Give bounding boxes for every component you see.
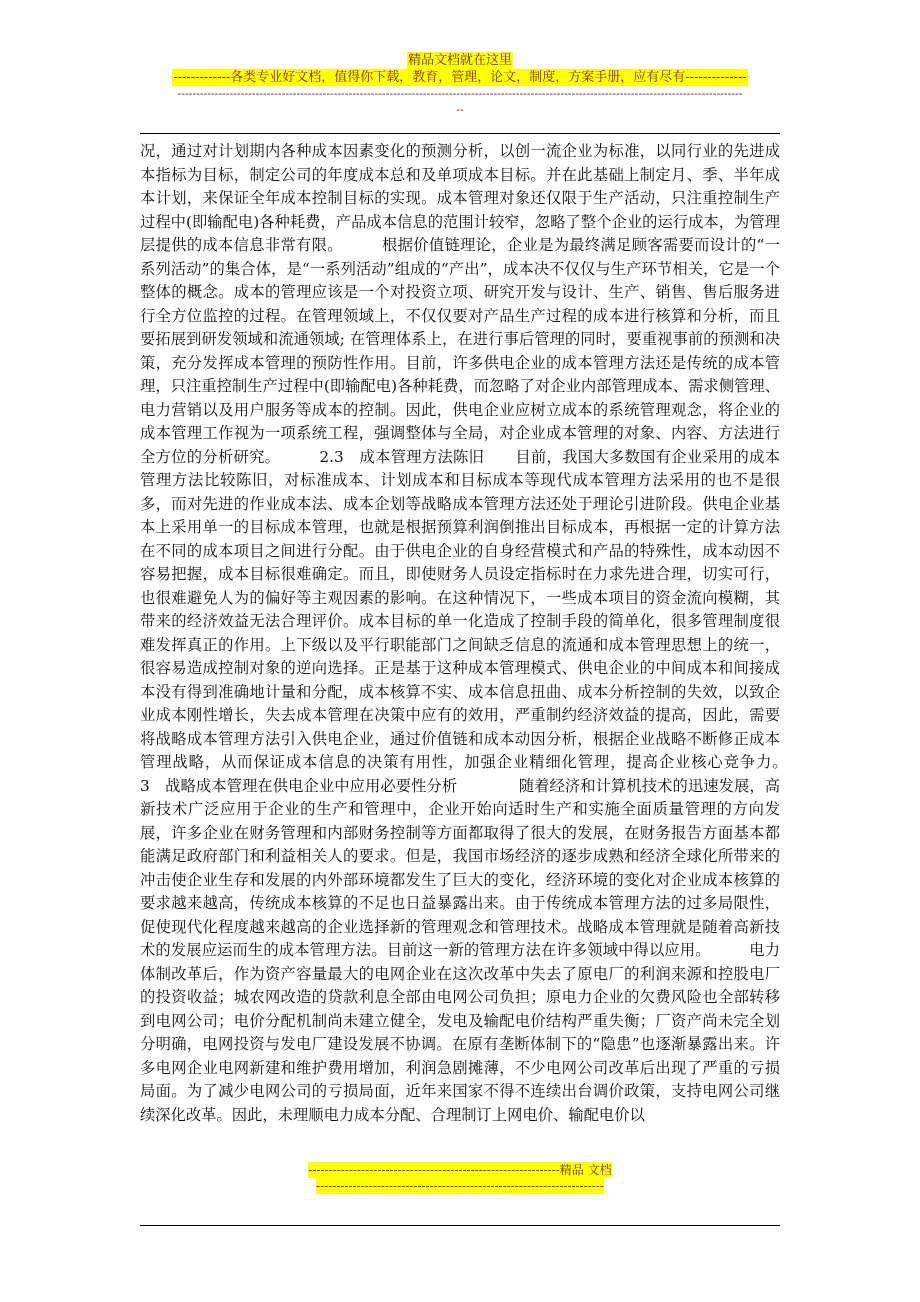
- page-footer: [140, 1162, 780, 1194]
- document-body: [140, 140, 857, 1127]
- header-tagline: -------------各类专业好文档，值得你下载，教育，管理，论文，制度，方案手册，应有尽有--------------: [173, 70, 747, 85]
- header-dash-line: --------------------------------------------------------------------------------------------------------------------------------------------------------: [177, 87, 743, 100]
- footer-rule: [140, 1225, 780, 1226]
- page-header: [140, 52, 780, 118]
- header-dash-line-end: --: [456, 103, 464, 116]
- header-rule: [140, 133, 780, 134]
- body-paragraph: 况，通过对计划期内各种成本因素变化的预测分析，以创一流企业为标准，以同行业的先进成本指标为目标，制定公司的年度成本总和及单项成本目标。并在此基础上制定月、季、半年成本计划，来保证全年成本控制目标的实现。成本管理对象还仅限于生产活动，只注重控制生产过程中(即输配电)各种耗费，产品成本信息的范围计较窄，忽略了整个企业的运行成本，为管理层提供的成本信息非常有限。 根据价值链理论，企业是为最终满足顾客需要而设计的“一系列活动”的集合体，是“一系列活动”组成的“产出”，成本决不仅仅与生产环节相关，它是一个整体的概念。成本的管理应该是一个对投资立项、研究开发与设计、生产、销售、售后服务进行全方位监控的过程。在管理领域上，不仅仅要对产品生产过程的成本进行核算和分析，而且要拓展到研发领域和流通领域; 在管理体系上，在进行事后管理的同时，要重视事前的预测和决策，充分发挥成本管理的预防性作用。目前，许多供电企业的成本管理方法还是传统的成本管理，只注重控制生产过程中(即输配电)各种耗费，而忽略了对企业内部管理成本、需求侧管理、电力营销以及用户服务等成本的控制。因此，供电企业应树立成本的系统管理观念，将企业的成本管理工作视为一项系统工程，强调整体与全局，对企业成本管理的对象、内容、方法进行全方位的分析研究。 2.3 成本管理方法陈旧 目前，我国大多数国有企业采用的成本管理方法比较陈旧，对标准成本、计划成本和目标成本等现代成本管理方法采用的也不是很多，而对先进的作业成本法、成本企划等战略成本管理方法还处于理论引进阶段。供电企业基本上采用单一的目标成本管理，也就是根据预算利润倒推出目标成本，再根据一定的计算方法在不同的成本项目之间进行分配。由于供电企业的自身经营模式和产品的特殊性，成本动因不容易把握，成本目标很难确定。而且，即使财务人员设定指标时在力求先进合理，切实可行，也很难避免人为的偏好等主观因素的影响。在这种情况下，一些成本项目的资金流向模糊，其带来的经济效益无法合理评价。成本目标的单一化造成了控制手段的简单化，很多管理制度很难发挥真正的作用。上下级以及平行职能部门之间缺乏信息的流通和成本管理思想上的统一，很容易造成控制对象的逆向选择。正是基于这种成本管理模式、供电企业的中间成本和间接成本没有得到准确地计量和分配，成本核算不实、成本信息扭曲、成本分析控制的失效，以致企业成本刚性增长，失去成本管理在决策中应有的效用，严重制约经济效益的提高，因此，需要将战略成本管理方法引入供电企业，通过价值链和成本动因分析，根据企业战略不断修正成本管理战略，从而保证成本信息的决策有用性，加强企业精细化管理，提高企业核心竞争力。 3 战略成本管理在供电企业中应用必要性分析 随着经济和计算机技术的迅速发展，高新技术广泛应用于企业的生产和管理中，企业开始向适时生产和实施全面质量管理的方向发展，许多企业在财务管理和内部财务控制等方面都取得了很大的发展，在财务报告方面基本都能满足政府部门和利益相关人的要求。但是，我国市场经济的逐步成熟和经济全球化所带来的冲击使企业生存和发展的内外部环境都发生了巨大的变化，经济环境的变化对企业成本核算的要求越来越高，传统成本核算的不足也日益暴露出来。由于传统成本管理方法的过多局限性，促使现代化程度越来越高的企业选择新的管理观念和管理技术。战略成本管理就是随着高新技术的发展应运而生的成本管理方法。目前这一新的管理方法在许多领域中得以应用。 电力体制改革后，作为资产容量最大的电网企业在这次改革中失去了原电厂的利润来源和控股电厂的投资收益；城农网改造的贷款利息全部由电网公司负担；原电力企业的欠费风险也全部转移到电网公司；电价分配机制尚未建立健全，发电及输配电价结构严重失衡；厂资产尚未完全划分明确，电网投资与发电厂建设发展不协调。在原有垄断体制下的“隐患”也逐渐暴露出来。许多电网企业电网新建和维护费用增加，利润急剧摊薄，不少电网公司改革后出现了严重的亏损局面。为了减少电网公司的亏损局面，近年来国家不得不连续出台调价政策，支持电网公司继续深化改革。因此，未理顺电力成本分配、合理制订上网电价、输配电价以: [140, 142, 857, 1124]
- footer-line-bottom: -----------------------------------------------------------------------: [316, 1179, 604, 1193]
- footer-line-top: --------------------------------------------------------------精品 文档: [308, 1163, 612, 1177]
- header-title: 精品文档就在这里: [407, 53, 512, 68]
